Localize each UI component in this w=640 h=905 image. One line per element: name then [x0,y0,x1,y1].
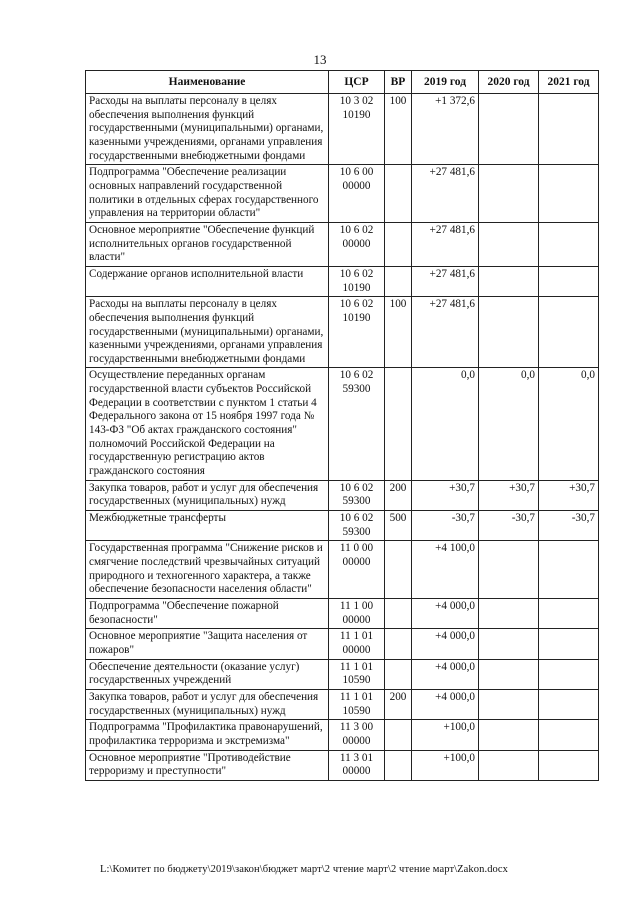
cell-2021 [539,720,599,750]
header-2021: 2021 год [539,71,599,94]
cell-2019: +4 000,0 [412,659,479,689]
cell-vr [385,266,412,296]
cell-csr: 11 1 01 00000 [329,629,385,659]
cell-2020 [479,94,539,165]
cell-vr [385,222,412,266]
header-name: Наименование [86,71,329,94]
table-row [86,541,599,599]
cell-csr: 10 6 02 00000 [329,222,385,266]
cell-2021 [539,266,599,296]
table-row [86,750,599,780]
cell-2021: +30,7 [539,480,599,510]
page-number: 13 [313,52,327,67]
cell-2021 [539,689,599,719]
cell-2021 [539,629,599,659]
cell-name: Межбюджетные трансферты [86,511,329,541]
cell-2019: -30,7 [412,511,479,541]
cell-2020 [479,598,539,628]
header-2020: 2020 год [479,71,539,94]
cell-vr [385,165,412,223]
cell-2019: +1 372,6 [412,94,479,165]
cell-vr: 100 [385,94,412,165]
table-row [86,222,599,266]
header-csr: ЦСР [329,71,385,94]
cell-2021 [539,297,599,368]
cell-csr: 10 6 02 59300 [329,511,385,541]
cell-2019: +30,7 [412,480,479,510]
cell-2021: -30,7 [539,511,599,541]
cell-2020 [479,541,539,599]
cell-name: Основное мероприятие "Защита населения от пожаров" [86,629,329,659]
cell-csr: 10 6 02 10190 [329,297,385,368]
cell-2021 [539,165,599,223]
cell-2020 [479,165,539,223]
header-vr: ВР [385,71,412,94]
cell-name: Расходы на выплаты персоналу в целях обеспечения выполнения функций государственными (муниципальными) органами, казенными учреждениями, органами управления государственными внебюджетными фондами [86,94,329,165]
cell-vr: 200 [385,689,412,719]
cell-name: Закупка товаров, работ и услуг для обеспечения государственных (муниципальных) нужд [86,480,329,510]
cell-csr: 10 6 02 59300 [329,368,385,480]
table-row [86,368,599,480]
cell-csr: 11 1 01 10590 [329,659,385,689]
cell-vr [385,750,412,780]
cell-csr: 10 6 02 59300 [329,480,385,510]
cell-2021 [539,222,599,266]
table-row [86,266,599,296]
cell-csr: 10 3 02 10190 [329,94,385,165]
cell-name: Основное мероприятие "Противодействие терроризму и преступности" [86,750,329,780]
table-row [86,629,599,659]
cell-2019: +4 000,0 [412,689,479,719]
cell-2020 [479,750,539,780]
footer-file-path: L:\Комитет по бюджету\2019\закон\бюджет март\2 чтение март\2 чтение март\Zakon.docx [100,864,509,875]
table-header-row [86,71,599,94]
cell-2021 [539,750,599,780]
cell-name: Обеспечение деятельности (оказание услуг) государственных учреждений [86,659,329,689]
cell-vr [385,629,412,659]
table-row [86,511,599,541]
table-row [86,94,599,165]
table-row [86,480,599,510]
header-2019: 2019 год [412,71,479,94]
cell-2019: +27 481,6 [412,266,479,296]
cell-2020 [479,629,539,659]
cell-name: Основное мероприятие "Обеспечение функций исполнительных органов государственной власти" [86,222,329,266]
cell-vr [385,659,412,689]
cell-csr: 10 6 02 10190 [329,266,385,296]
table-row [86,598,599,628]
cell-2021 [539,94,599,165]
cell-csr: 11 0 00 00000 [329,541,385,599]
cell-name: Подпрограмма "Обеспечение реализации основных направлений государственной политики в отдельных сферах государственного управления на территории области" [86,165,329,223]
table-row [86,659,599,689]
cell-2019: +4 000,0 [412,629,479,659]
cell-2020 [479,297,539,368]
cell-vr: 200 [385,480,412,510]
cell-2021 [539,659,599,689]
table-row [86,689,599,719]
cell-2019: +100,0 [412,720,479,750]
cell-vr [385,368,412,480]
cell-name: Подпрограмма "Обеспечение пожарной безопасности" [86,598,329,628]
cell-csr: 11 3 01 00000 [329,750,385,780]
budget-table [85,70,599,781]
cell-name: Подпрограмма "Профилактика правонарушений, профилактика терроризма и экстремизма" [86,720,329,750]
cell-name: Закупка товаров, работ и услуг для обеспечения государственных (муниципальных) нужд [86,689,329,719]
cell-name: Осуществление переданных органам государственной власти субъектов Российской Федерации в соответствии с пунктом 1 статьи 4 Федерального закона от 15 ноября 1997 года № 143-ФЗ "Об актах гражданского состояния" полномочий Российской Федерации на государственную регистрацию актов гражданского состояния [86,368,329,480]
table-row [86,165,599,223]
cell-2019: +4 000,0 [412,598,479,628]
cell-2019: +27 481,6 [412,297,479,368]
table-body [86,94,599,781]
cell-vr [385,541,412,599]
cell-2020 [479,266,539,296]
cell-2021: 0,0 [539,368,599,480]
cell-2021 [539,598,599,628]
cell-2019: +27 481,6 [412,165,479,223]
table-row [86,297,599,368]
cell-2020 [479,720,539,750]
cell-name: Содержание органов исполнительной власти [86,266,329,296]
cell-vr: 100 [385,297,412,368]
cell-2020 [479,689,539,719]
cell-2020 [479,659,539,689]
cell-csr: 11 1 00 00000 [329,598,385,628]
cell-vr [385,598,412,628]
cell-2020: +30,7 [479,480,539,510]
cell-2019: +100,0 [412,750,479,780]
cell-name: Расходы на выплаты персоналу в целях обеспечения выполнения функций государственными (муниципальными) органами, казенными учреждениями, органами управления государственными внебюджетными фондами [86,297,329,368]
cell-vr: 500 [385,511,412,541]
cell-csr: 11 1 01 10590 [329,689,385,719]
cell-vr [385,720,412,750]
cell-csr: 11 3 00 00000 [329,720,385,750]
cell-2021 [539,541,599,599]
cell-2020 [479,222,539,266]
cell-2019: +4 100,0 [412,541,479,599]
cell-name: Государственная программа "Снижение рисков и смягчение последствий чрезвычайных ситуаций природного и техногенного характера, а также обеспечение безопасности населения области" [86,541,329,599]
cell-2019: 0,0 [412,368,479,480]
cell-2020: -30,7 [479,511,539,541]
cell-2020: 0,0 [479,368,539,480]
table-row [86,720,599,750]
cell-2019: +27 481,6 [412,222,479,266]
cell-csr: 10 6 00 00000 [329,165,385,223]
